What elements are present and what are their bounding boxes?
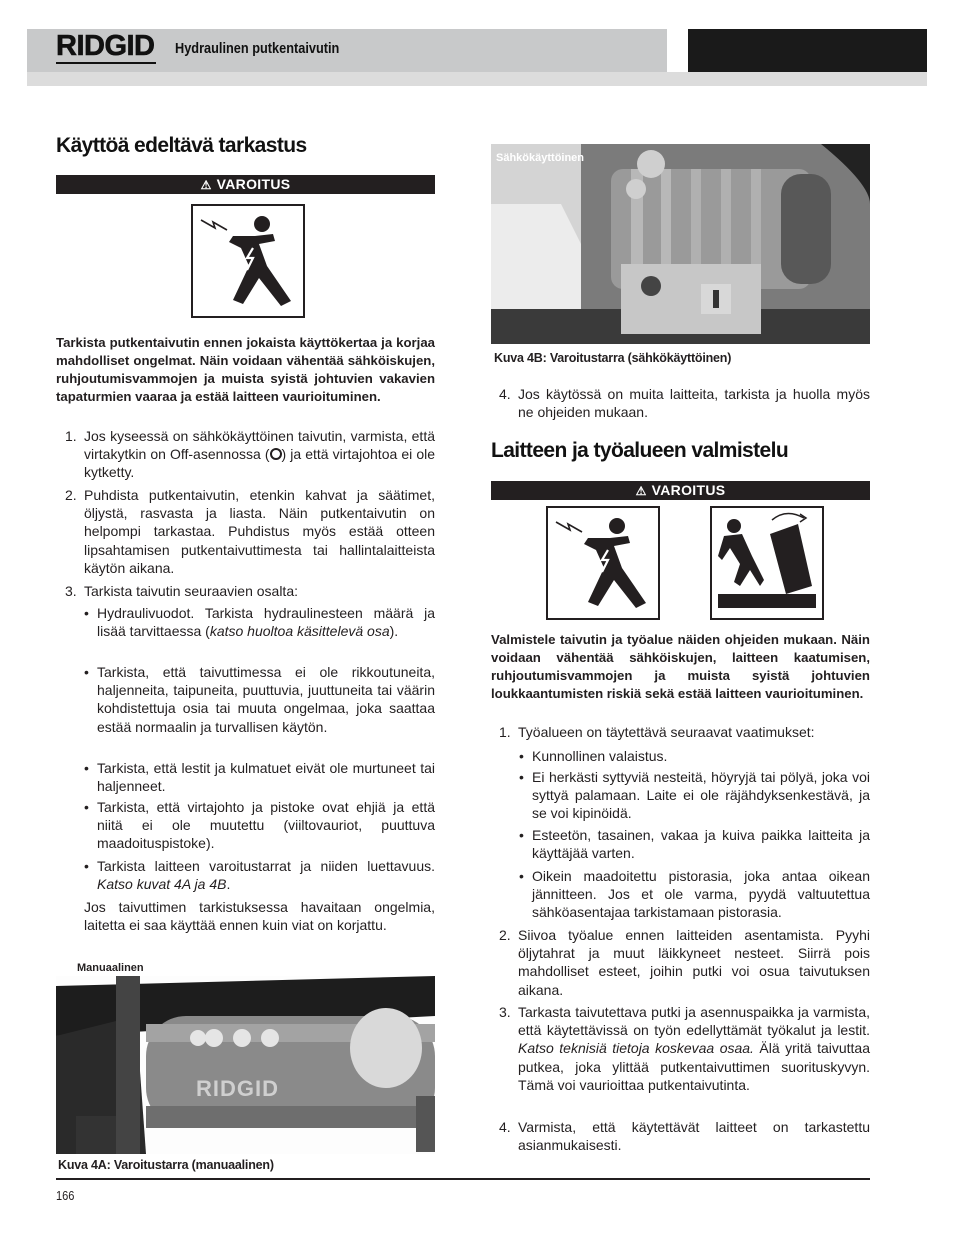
bullet-dot: •: [84, 760, 89, 776]
inspection-item-1: [65, 427, 435, 482]
item-number: 1.: [499, 724, 511, 740]
header-title: Hydraulinen putkentaivutin: [175, 40, 340, 57]
item-number: 2.: [499, 927, 511, 943]
bullet-hydraulic: [84, 604, 435, 640]
item-number: 2.: [65, 487, 77, 503]
bullet-dot: •: [519, 769, 524, 785]
bullet-clear-area: [519, 826, 870, 862]
bullet-text: Kunnollinen valaistus.: [532, 748, 668, 764]
inspection-item-4: [499, 385, 870, 421]
header-band-lower: [27, 72, 927, 86]
inspection-item-3: [65, 582, 435, 600]
bullet-dot: •: [519, 748, 524, 764]
item-3-italic: Katso teknisiä tietoja koskevaa osaa.: [518, 1040, 754, 1057]
logo-underline: [56, 62, 156, 64]
item-number: 1.: [65, 428, 77, 444]
photo-electric-bender: [491, 144, 870, 344]
bullet-cord: [84, 798, 435, 853]
warning-label: VAROITUS: [651, 482, 726, 498]
inspection-item-2: [65, 486, 435, 577]
photo-label-electric: Sähkökäyttöinen: [496, 152, 585, 164]
bullet-dies: [84, 759, 435, 795]
item-1-text-a: Jos kyseessä on sähkökäyttöinen taivutin, varmista, että virtakytkin on Off-asennossa (: [84, 428, 435, 463]
item-number: 3.: [499, 1004, 511, 1020]
electric-shock-icon: [546, 506, 660, 620]
warning-banner-2: [491, 481, 870, 500]
bullet-italic: Katso kuvat 4A ja 4B: [97, 876, 227, 893]
warning-triangle-icon: ⚠: [200, 178, 212, 192]
bullet-dot: •: [84, 858, 89, 874]
bullet-dot: •: [84, 605, 89, 621]
figure-4b-caption: Kuva 4B: Varoitustarra (sähkökäyttöinen): [494, 351, 732, 365]
warning-label: VAROITUS: [216, 176, 291, 192]
preparation-item-2: [499, 926, 870, 999]
bullet-text: Tarkista, että lestit ja kulmatuet eivät ole murtuneet tai haljenneet.: [97, 760, 435, 795]
bullet-text: Tarkista, että virtajohto ja pistoke ovat ehjiä ja että niitä ei ole muutettu (viiltovauriot, puuttuva maadoituspistoke).: [97, 799, 435, 852]
page-number: 166: [56, 1188, 75, 1203]
bullet-text: Ei herkästi syttyviä nesteitä, höyryjä tai pölyä, joka voi syttyä palamaan. Laite ei ole räjähdyksenkestävä, ja se voi kipinöidä.: [532, 769, 870, 822]
bullet-text: Hydraulivuodot. Tarkista hydraulinesteen määrä ja lisää tarvittaessa (: [97, 605, 435, 640]
bullet-text-end: ).: [389, 623, 399, 640]
preparation-item-3: [499, 1003, 870, 1094]
bullet-dot: •: [519, 868, 524, 884]
bullet-italic: katso huoltoa käsittelevä osa: [209, 623, 390, 640]
bullet-text: Tarkista laitteen varoitustarrat ja niiden luettavuus.: [97, 858, 435, 874]
bullet-text: Esteetön, tasainen, vakaa ja kuiva paikka laitteita ja käyttäjää varten.: [532, 827, 870, 862]
off-symbol-icon: [270, 448, 282, 460]
preparation-item-1: [499, 723, 870, 741]
photo-brand-text: RIDGID: [196, 1076, 279, 1101]
inspection-intro: Tarkista putkentaivutin ennen jokaista käyttökertaa ja korjaa mahdolliset ongelmat. Näin voidaan vähentää sähköiskujen, ruhjoutumisvammojen ja muista syistä johtuvien vakavien tapaturmien vaaraa ja estää laitteen vaurioituminen.: [56, 335, 435, 404]
preparation-item-4-text: Varmista, että käytettävät laitteet on tarkastettu asianmukaisesti.: [518, 1119, 870, 1154]
header-black-block: [688, 29, 927, 72]
preparation-item-1-text: Työalueen on täytettävä seuraavat vaatimukset:: [518, 724, 815, 740]
item-4-text: Jos käytössä on muita laitteita, tarkista ja huolla myös ne ohjeiden mukaan.: [518, 386, 870, 421]
item-2-text: Puhdista putkentaivutin, etenkin kahvat ja säätimet, öljystä, rasvasta ja liasta. Näin putkentaivutin on helpompi tarkastaa. Puhdistus myös estää otteen lipsahtamisen putkentaivuttimesta tai hallintalaitteista käytön aikana.: [84, 487, 435, 576]
bullet-text: Tarkista, että taivuttimessa ei ole rikkoutuneita, haljenneita, taipuneita, puuttuvia, juuttuneita tai väärin kohdistettuja osia tai muuta ongelmaa, joka saattaa estää normaalin ja turvallisen käytön.: [97, 664, 435, 735]
tip-over-crush-icon: [710, 506, 824, 620]
ridgid-logo: RIDGID: [56, 30, 155, 62]
warning-banner: [56, 175, 435, 194]
item-3-text: Tarkista taivutin seuraavien osalta:: [84, 583, 298, 599]
electric-shock-icon: [191, 204, 305, 318]
bullet-dot: •: [84, 799, 89, 815]
item-number: 3.: [65, 583, 77, 599]
footer-rule: [56, 1178, 870, 1180]
section-heading-preparation: Laitteen ja työalueen valmistelu: [491, 439, 789, 462]
inspection-closing: Jos taivuttimen tarkistuksessa havaitaan ongelmia, laitetta ei saa käyttää ennen kuin viat on korjattu.: [84, 899, 435, 934]
photo-manual-bender: [56, 976, 435, 1154]
item-3-text-b: Älä yritä taivuttaa putkea, joka ylittää putkentaivuttimen suorituskyvyn. Tämä voi vaurioittaa putkentaivutinta.: [518, 1040, 871, 1093]
bullet-lighting: [519, 747, 870, 765]
photo-label-manual: Manuaalinen: [77, 962, 144, 974]
bullet-labels: [84, 857, 435, 893]
bullet-text: Oikein maadoitettu pistorasia, joka antaa oikean jännitteen. Jos et ole varma, pyydä valtuutettua sähköasentajaa tarkistamaan pistorasia.: [532, 868, 870, 921]
bullet-dot: •: [84, 664, 89, 680]
bullet-flammables: [519, 768, 870, 823]
bullet-parts: [84, 663, 435, 736]
figure-4a-caption: Kuva 4A: Varoitustarra (manuaalinen): [58, 1158, 274, 1172]
section-heading-inspection: Käyttöä edeltävä tarkastus: [56, 134, 307, 157]
preparation-item-2-text: Siivoa työalue ennen laitteiden asentamista. Pyyhi öljytahrat ja muut läikkyneet nesteet. Siirrä pois mahdolliset esteet, joihin putki voi osua taivutuksen aikana.: [518, 927, 870, 998]
preparation-item-4: [499, 1118, 870, 1154]
bullet-outlet: [519, 867, 870, 922]
warning-triangle-icon: ⚠: [635, 484, 647, 498]
bullet-dot: •: [519, 827, 524, 843]
item-1-text-b: ) ja että virtajohtoa ei ole kytketty.: [84, 446, 436, 481]
item-3-text-a: Tarkasta taivutettava putki ja asennuspaikka ja varmista, että käytettävissä on työn edellyttämät työkalut ja lestit.: [518, 1004, 870, 1039]
item-number: 4.: [499, 386, 511, 402]
item-number: 4.: [499, 1119, 511, 1135]
preparation-intro: Valmistele taivutin ja työalue näiden ohjeiden mukaan. Näin voidaan vähentää sähköiskujen, laitteen kaatumisen, ruhjoutumisvammojen ja muista syistä johtuvien loukkaantumisten riskiä sekä estää laitteen vaurioituminen.: [491, 632, 870, 701]
bullet-text-end: .: [226, 876, 231, 893]
